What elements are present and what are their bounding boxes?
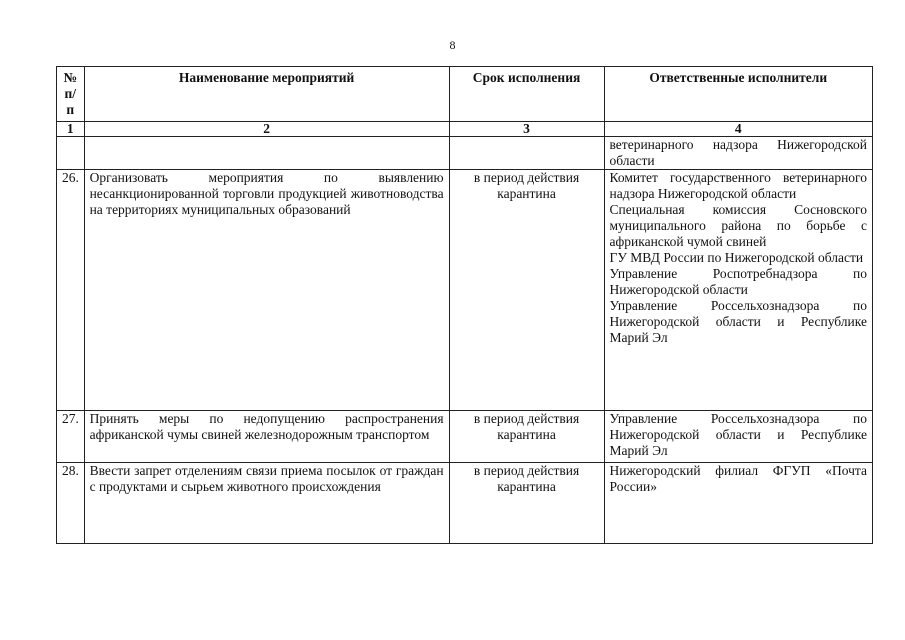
table-row — [57, 411, 873, 463]
measure-name: Принять меры по недопущению распространения африканской чумы свиней железнодорожным транспортом — [84, 411, 449, 463]
row-number: 28. — [57, 463, 85, 544]
responsible-cell — [604, 463, 872, 544]
page-number: 8 — [449, 38, 456, 52]
column-index: 2 — [84, 122, 449, 137]
responsible-entry: ГУ МВД России по Нижегородской области — [609, 250, 864, 265]
continuation-term-cell — [449, 137, 604, 170]
continuation-number-cell — [57, 137, 85, 170]
continuation-row — [57, 137, 873, 170]
continuation-responsible-cell — [604, 137, 872, 170]
responsible-entry: ветеринарного надзора Нижегородской области — [609, 137, 867, 168]
column-index-row — [57, 122, 873, 137]
responsible-entry: Комитет государственного ветеринарного надзора Нижегородской области — [609, 170, 867, 201]
responsible-cell — [604, 170, 872, 411]
table-row — [57, 463, 873, 544]
measure-name: Ввести запрет отделениям связи приема посылок от граждан с продуктами и сырьем животного происхождения — [84, 463, 449, 544]
column-index: 1 — [57, 122, 85, 137]
header-row — [57, 67, 873, 122]
row-number: 26. — [57, 170, 85, 411]
responsible-entry: Нижегородский филиал ФГУП «Почта России» — [609, 463, 867, 494]
responsible-entry: Управление Россельхознадзора по Нижегородской области и Республике Марий Эл — [609, 298, 867, 345]
responsible-entry: Специальная комиссия Сосновского муниципального района по борьбе с африканской чумой свиней — [609, 202, 867, 249]
deadline: в период действия карантина — [449, 411, 604, 463]
column-index: 3 — [449, 122, 604, 137]
header-responsible: Ответственные исполнители — [604, 67, 872, 122]
responsible-entry: Управление Роспотребнадзора по Нижегородской области — [609, 266, 867, 297]
table-row — [57, 170, 873, 411]
responsible-cell — [604, 411, 872, 463]
column-index: 4 — [604, 122, 872, 137]
row-number: 27. — [57, 411, 85, 463]
deadline: в период действия карантина — [449, 170, 604, 411]
deadline: в период действия карантина — [449, 463, 604, 544]
continuation-name-cell — [84, 137, 449, 170]
header-number: № п/п — [57, 67, 85, 122]
responsible-entry: Управление Россельхознадзора по Нижегородской области и Республике Марий Эл — [609, 411, 867, 458]
measure-name: Организовать мероприятия по выявлению несанкционированной торговли продукцией животноводства на территориях муниципальных образований — [84, 170, 449, 411]
header-deadline: Срок исполнения — [449, 67, 604, 122]
measures-table — [56, 66, 873, 544]
header-measure-name: Наименование мероприятий — [84, 67, 449, 122]
